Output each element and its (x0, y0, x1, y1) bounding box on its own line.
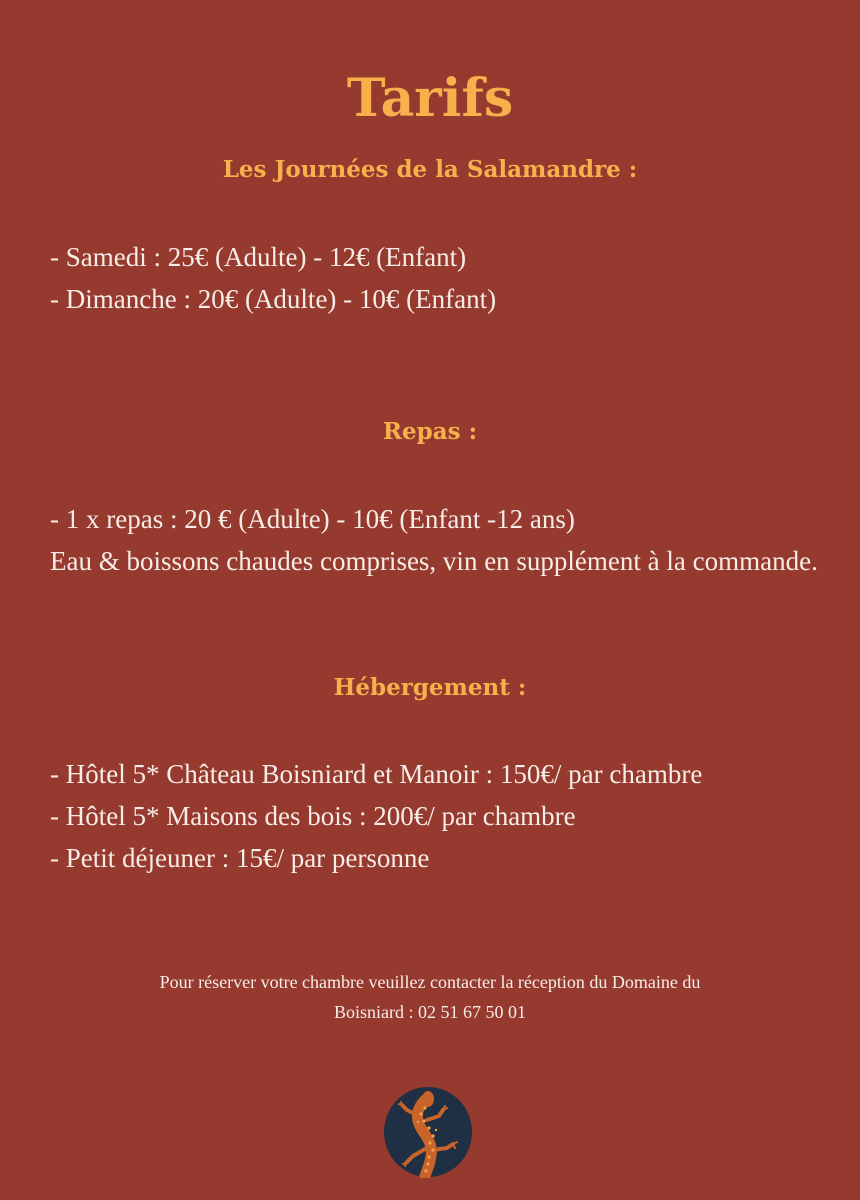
price-line-samedi: - Samedi : 25€ (Adulte) - 12€ (Enfant) (50, 242, 467, 272)
repas-note: Eau & boissons chaudes comprises, vin en supplément à la commande. (50, 546, 818, 576)
price-line-maisons: - Hôtel 5* Maisons des bois : 200€/ par chambre (50, 801, 576, 831)
journees-price-list (50, 236, 820, 320)
salamander-logo-icon (383, 1086, 473, 1178)
price-line-repas: - 1 x repas : 20 € (Adulte) - 10€ (Enfant -12 ans) (50, 504, 575, 534)
page-title: Tarifs (346, 68, 514, 129)
reservation-note-line-1: Pour réserver votre chambre veuillez contacter la réception du Domaine du (159, 972, 701, 992)
section-heading-hebergement: Hébergement : (333, 674, 527, 701)
hebergement-price-list (50, 753, 820, 879)
repas-price-list (50, 498, 820, 582)
reservation-note-line-2: Boisniard : 02 51 67 50 01 (334, 1002, 526, 1022)
price-line-dimanche: - Dimanche : 20€ (Adulte) - 10€ (Enfant) (50, 284, 497, 314)
section-heading-repas: Repas : (382, 418, 478, 445)
reservation-note (40, 967, 820, 1027)
price-line-petit-dejeuner: - Petit déjeuner : 15€/ par personne (50, 843, 430, 873)
price-line-chateau: - Hôtel 5* Château Boisniard et Manoir : 150€/ par chambre (50, 759, 703, 789)
section-heading-journees: Les Journées de la Salamandre : (222, 156, 638, 183)
